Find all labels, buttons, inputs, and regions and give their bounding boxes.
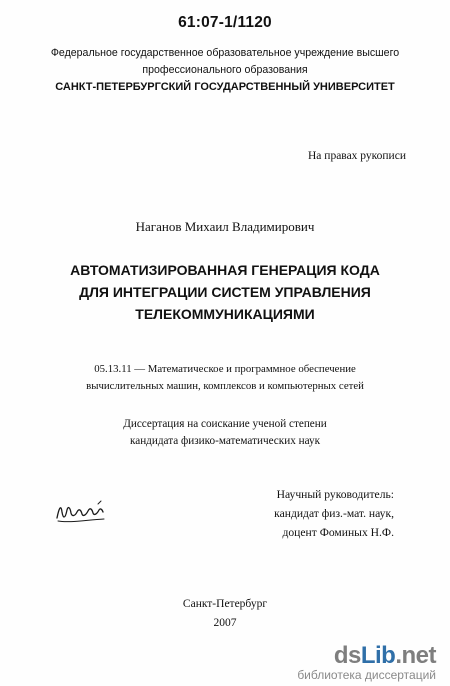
watermark-ds: ds [333, 642, 361, 669]
watermark-lib: Lib [360, 642, 396, 669]
city: Санкт-Петербург [182, 598, 268, 610]
title-line-2: ДЛЯ ИНТЕГРАЦИИ СИСТЕМ УПРАВЛЕНИЯ [79, 284, 371, 300]
year: 2007 [213, 617, 237, 629]
watermark-logo [334, 642, 436, 670]
institution-line-1: Федеральное государственное образовательное учреждение высшего [50, 47, 400, 59]
handwritten-signature [54, 498, 106, 526]
title-line-3: ТЕЛЕКОММУНИКАЦИЯМИ [135, 306, 315, 322]
specialty-line-2: вычислительных машин, комплексов и компьютерных сетей [86, 380, 364, 392]
supervisor-name: доцент Фоминых Н.Ф. [282, 526, 394, 539]
author-name: Наганов Михаил Владимирович [135, 219, 315, 234]
document-code: 61:07-1/1120 [178, 14, 272, 31]
specialty-line-1: 05.13.11 — Математическое и программное обеспечение [94, 363, 356, 375]
supervisor-label: Научный руководитель: [276, 488, 394, 501]
title-line-1: АВТОМАТИЗИРОВАННАЯ ГЕНЕРАЦИЯ КОДА [70, 262, 380, 278]
dissertation-line-1: Диссертация на соискание ученой степени [123, 418, 327, 430]
rights-note: На правах рукописи [308, 150, 406, 162]
dissertation-line-2: кандидата физико-математических наук [129, 435, 321, 447]
watermark-subtitle: библиотека диссертаций [297, 668, 436, 682]
watermark-net: .net [395, 642, 436, 669]
university-name: САНКТ-ПЕТЕРБУРГСКИЙ ГОСУДАРСТВЕННЫЙ УНИВЕРСИТЕТ [55, 81, 395, 93]
supervisor-degree: кандидат физ.-мат. наук, [274, 507, 394, 520]
institution-line-2: профессионального образования [142, 64, 308, 76]
